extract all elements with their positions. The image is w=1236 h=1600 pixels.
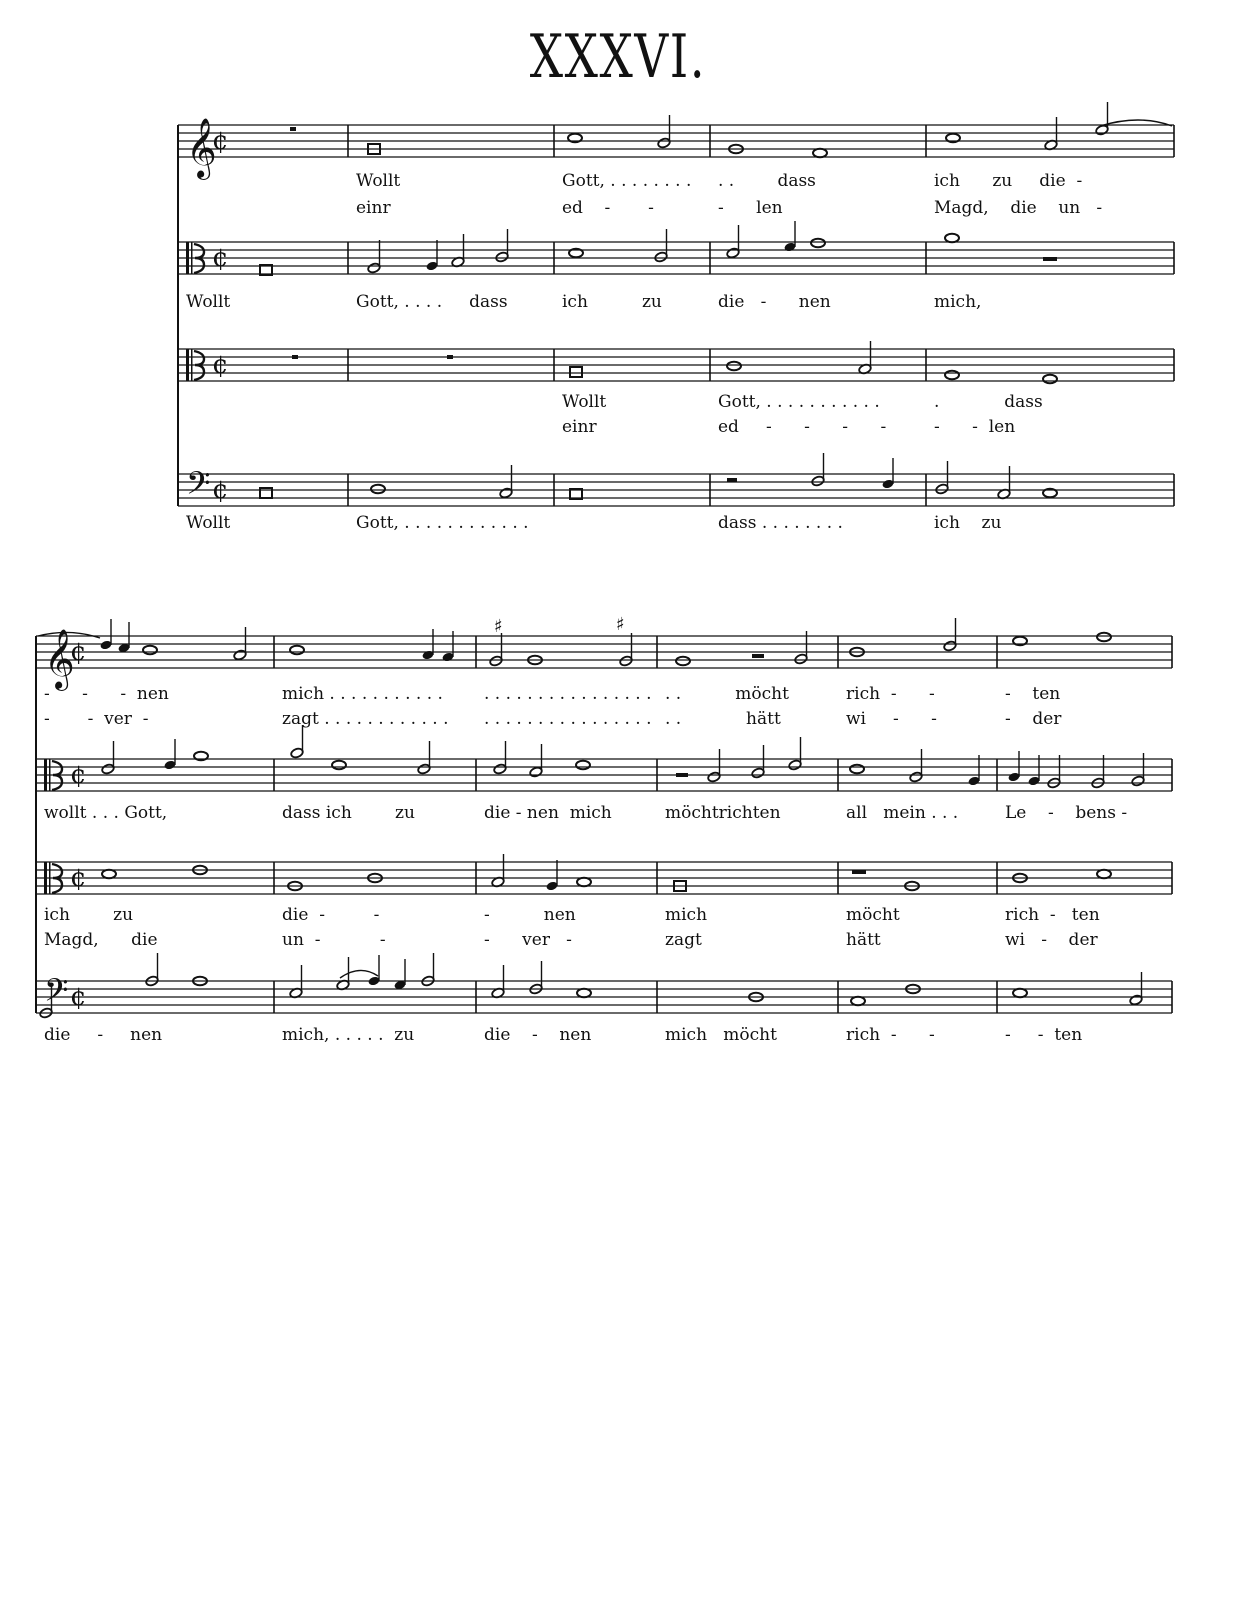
rest-icon	[292, 355, 298, 359]
lyric-syllable: Magd, die un -	[934, 198, 1103, 218]
half-note	[493, 741, 507, 775]
rest-icon	[852, 870, 866, 874]
lyric-syllable: . . hätt	[665, 709, 781, 729]
lyric-syllable: . . . . . . . . . . . . . . . .	[484, 709, 652, 729]
whole-note	[1013, 989, 1027, 997]
lyric-syllable: mich	[665, 905, 708, 925]
whole-note	[371, 485, 385, 493]
lyric-syllable: wi - der	[1005, 930, 1098, 950]
cut-time-signature: ¢	[212, 126, 229, 156]
lyric-syllable: . dass	[934, 392, 1043, 412]
half-note	[657, 115, 671, 149]
half-note	[529, 961, 543, 995]
staff	[178, 242, 1174, 312]
half-note	[289, 965, 303, 999]
lyric-syllable: die - nen mich	[484, 803, 612, 823]
lyric-syllable: die - -	[282, 905, 380, 925]
quarter-note	[164, 739, 177, 770]
cut-time-signature: ¢	[70, 760, 87, 790]
lyric-syllable: möcht	[846, 905, 900, 925]
rest-icon	[727, 478, 737, 482]
lyric-syllable: all mein . . .	[846, 803, 959, 823]
half-note	[943, 618, 957, 652]
half-note	[101, 741, 115, 775]
lyric-syllable: ich zu die -	[934, 171, 1083, 191]
lyric-syllable: ich zu	[562, 292, 662, 312]
lyric-syllable: wollt . . . Gott,	[44, 803, 168, 823]
half-note	[707, 749, 721, 783]
lyric-syllable: ed - -	[562, 198, 654, 218]
quarter-note	[394, 959, 407, 990]
lyric-syllable: rich - -	[846, 1025, 935, 1045]
quarter-note	[1028, 755, 1041, 786]
lyric-syllable: die - nen	[718, 292, 831, 312]
lyric-syllable: ich zu	[44, 905, 134, 925]
lyric-syllable: Gott, . . . . . . . . . . . .	[356, 513, 529, 533]
lyric-syllable: Le - bens -	[1005, 803, 1128, 823]
staff	[178, 118, 1174, 218]
cut-time-signature: ¢	[70, 982, 87, 1012]
whole-note	[290, 646, 304, 654]
alto-clef-icon	[44, 759, 62, 791]
rest-icon	[1043, 257, 1057, 261]
half-note	[1044, 117, 1058, 151]
half-note	[1095, 102, 1109, 136]
bass-clef-icon: 𝄢	[44, 972, 69, 1016]
staff	[178, 465, 1174, 533]
lyric-syllable: Wollt	[562, 392, 607, 412]
whole-note	[143, 646, 157, 654]
whole-note	[727, 362, 741, 370]
quarter-note	[784, 221, 797, 252]
cut-time-signature: ¢	[212, 243, 229, 273]
half-note	[619, 633, 633, 667]
quarter-note	[426, 240, 439, 271]
lyric-syllable: mich, . . . . . zu	[282, 1025, 415, 1045]
lyric-syllable: un - -	[282, 930, 386, 950]
quarter-note	[100, 619, 113, 650]
half-note	[788, 737, 802, 771]
half-note	[1047, 755, 1061, 789]
sharp-accidental-icon: ♯	[616, 614, 625, 635]
breve-note	[570, 367, 582, 377]
lyric-syllable: hätt	[846, 930, 881, 950]
lyric-syllable: einr	[356, 198, 391, 218]
whole-note	[850, 765, 864, 773]
lyric-syllable: - - ver -	[44, 709, 149, 729]
half-note	[997, 466, 1011, 500]
whole-note	[945, 371, 959, 379]
lyric-syllable: möchtrichten	[665, 803, 781, 823]
half-note	[491, 965, 505, 999]
lyric-syllable: zagt . . . . . . . . . . . .	[282, 709, 449, 729]
half-note	[1091, 755, 1105, 789]
lyric-syllable: - - len	[934, 417, 1016, 437]
whole-note	[945, 234, 959, 242]
lyric-syllable: - ver -	[484, 930, 572, 950]
alto-clef-icon	[186, 242, 204, 274]
lyric-syllable: mich . . . . . . . . . . .	[282, 684, 443, 704]
cut-time-signature: ¢	[212, 350, 229, 380]
whole-note	[577, 989, 591, 997]
half-note	[417, 741, 431, 775]
lyric-syllable: . . möcht	[665, 684, 789, 704]
rest-icon	[752, 654, 764, 658]
lyric-syllable: Wollt	[356, 171, 401, 191]
whole-note	[1097, 870, 1111, 878]
whole-note	[102, 870, 116, 878]
lyric-syllable: zagt	[665, 930, 702, 950]
half-note	[1131, 753, 1145, 787]
half-note	[909, 749, 923, 783]
half-note	[367, 240, 381, 274]
rest-icon	[447, 355, 453, 359]
half-note	[451, 234, 465, 268]
lyric-syllable: - nen	[484, 905, 576, 925]
whole-note	[332, 761, 346, 769]
lyric-syllable: mich,	[934, 292, 982, 312]
half-note	[858, 341, 872, 375]
lyric-syllable: . . . . . . . . . . . . . . . .	[484, 684, 652, 704]
bass-clef-icon: 𝄢	[186, 465, 211, 509]
quarter-note	[118, 622, 131, 653]
lyric-syllable: ich zu	[934, 513, 1002, 533]
cut-time-signature: ¢	[70, 863, 87, 893]
lyric-syllable: - len	[718, 198, 783, 218]
lyric-syllable: einr	[562, 417, 597, 437]
lyric-syllable: rich - ten	[1005, 905, 1100, 925]
system-1	[178, 118, 1174, 533]
half-note	[145, 953, 159, 987]
half-note	[529, 744, 543, 778]
lyric-syllable: mich möcht	[665, 1025, 777, 1045]
staff	[36, 759, 1172, 823]
lyric-syllable: Wollt	[186, 292, 231, 312]
quarter-note	[368, 955, 381, 986]
quarter-note	[546, 860, 559, 891]
lyric-syllable: - - - nen	[44, 684, 169, 704]
whole-note	[851, 997, 865, 1005]
lyric-syllable: dass . . . . . . . .	[718, 513, 843, 533]
treble-clef-icon: 𝄞	[186, 118, 217, 178]
lyric-syllable: . . dass	[718, 171, 816, 191]
whole-note	[1097, 633, 1111, 641]
half-note	[489, 633, 503, 667]
alto-clef-icon	[44, 862, 62, 894]
lyric-syllable: - der	[1005, 709, 1062, 729]
cut-time-signature: ¢	[212, 475, 229, 505]
lyric-syllable: Gott, . . . . . . . .	[562, 171, 692, 191]
alto-clef-icon	[186, 349, 204, 381]
lyric-syllable: Wollt	[186, 513, 231, 533]
lyric-syllable: wi - -	[846, 709, 937, 729]
lyric-syllable: - - ten	[1005, 1025, 1083, 1045]
cut-time-signature: ¢	[70, 637, 87, 667]
lyric-syllable: rich - -	[846, 684, 935, 704]
staff	[36, 862, 1172, 950]
half-note	[491, 854, 505, 888]
sharp-accidental-icon: ♯	[494, 616, 503, 637]
lyric-syllable: die - nen	[44, 1025, 163, 1045]
rest-icon	[290, 127, 296, 131]
whole-note	[1043, 375, 1057, 383]
lyric-syllable: die - nen	[484, 1025, 592, 1045]
half-note	[751, 745, 765, 779]
staff	[178, 349, 1174, 437]
piece-number-title: XXXVI.	[529, 22, 707, 92]
quarter-note	[422, 629, 435, 660]
half-note	[290, 725, 304, 759]
staff	[36, 629, 1172, 729]
lyric-syllable: Magd, die	[44, 930, 158, 950]
rest-icon	[676, 773, 688, 777]
whole-note	[576, 761, 590, 769]
quarter-note	[968, 755, 981, 786]
slur	[340, 970, 378, 978]
lyric-syllable: Gott, . . . . dass	[356, 292, 508, 312]
whole-note	[813, 149, 827, 157]
treble-clef-icon: 𝄞	[44, 629, 75, 689]
lyric-syllable: ed - - - -	[718, 417, 887, 437]
whole-note	[577, 878, 591, 886]
whole-note	[811, 239, 825, 247]
lyric-syllable: dass ich zu	[282, 803, 415, 823]
lyric-syllable: Gott, . . . . . . . . . . .	[718, 392, 880, 412]
half-note	[421, 953, 435, 987]
whole-note	[676, 657, 690, 665]
lyric-syllable: - ten	[1005, 684, 1061, 704]
